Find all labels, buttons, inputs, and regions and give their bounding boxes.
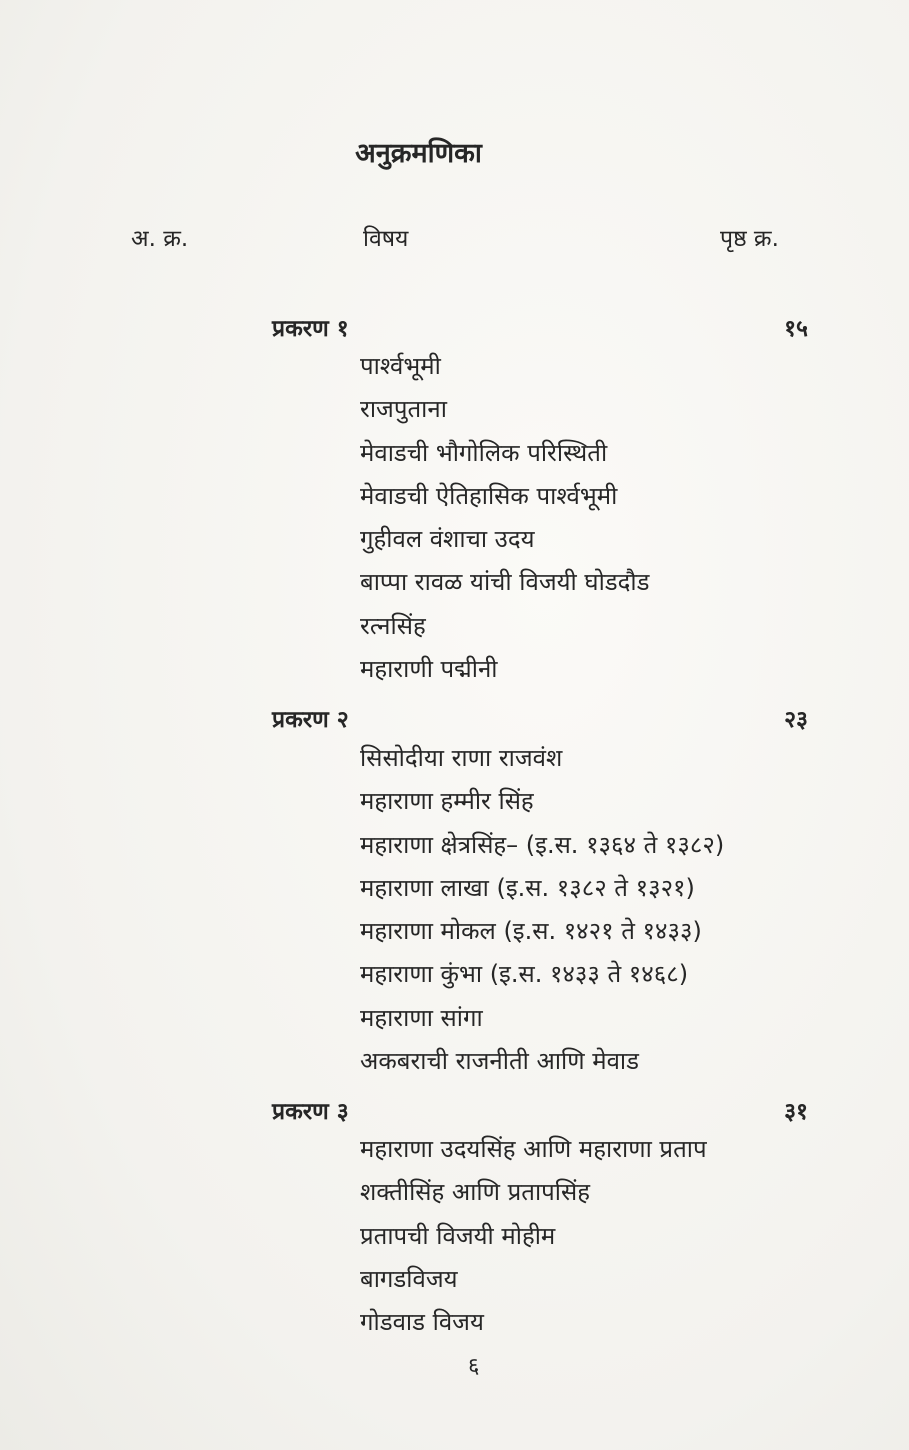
topic-item: महाराणा लाखा (इ.स. १३८२ ते १३२१): [360, 873, 695, 902]
topic-item: गुहीवल वंशाचा उदय: [360, 525, 535, 554]
topic-item: महाराणी पद्मीनी: [360, 655, 498, 684]
topic-item: राजपुताना: [360, 395, 447, 424]
chapter-page-number: ३१: [784, 1099, 808, 1125]
page-folio-number: ६: [468, 1354, 480, 1379]
chapter-label: प्रकरण २: [272, 707, 349, 733]
topic-item: मेवाडची ऐतिहासिक पार्श्वभूमी: [360, 481, 618, 510]
topic-item: महाराणा क्षेत्रसिंह– (इ.स. १३६४ ते १३८२): [360, 830, 725, 859]
topic-item: बागडविजय: [360, 1264, 458, 1293]
topic-item: महाराणा उदयसिंह आणि महाराणा प्रताप: [360, 1135, 707, 1163]
topic-item: मेवाडची भौगोलिक परिस्थिती: [360, 438, 608, 467]
page-title: अनुक्रमणिका: [355, 138, 482, 169]
topic-item: पार्श्वभूमी: [360, 352, 441, 380]
chapter-label: प्रकरण १: [272, 316, 349, 342]
topic-item: बाप्पा रावळ यांची विजयी घोडदौड: [360, 568, 650, 597]
chapter-page-number: १५: [784, 316, 808, 342]
column-header-subject: विषय: [363, 226, 409, 252]
topic-item: महाराणा कुंभा (इ.स. १४३३ ते १४६८): [360, 960, 689, 989]
column-header-page-number: पृष्ठ क्र.: [720, 226, 779, 252]
topic-item: गोडवाड विजय: [360, 1308, 484, 1337]
topic-item: प्रतापची विजयी मोहीम: [360, 1221, 556, 1250]
chapter-topic-list: [360, 1128, 707, 1344]
chapter-topic-list: [360, 737, 724, 1083]
chapter-topic-list: [360, 345, 649, 691]
column-header-serial-number: अ. क्र.: [131, 226, 189, 252]
topic-item: महाराणा सांगा: [360, 1003, 483, 1032]
topic-item: महाराणा मोकल (इ.स. १४२१ ते १४३३): [360, 917, 702, 946]
topic-item: शक्तीसिंह आणि प्रतापसिंह: [360, 1178, 590, 1207]
chapter-page-number: २३: [784, 707, 808, 733]
topic-item: महाराणा हम्मीर सिंह: [360, 787, 534, 816]
chapter-label: प्रकरण ३: [272, 1099, 349, 1125]
topic-item: सिसोदीया राणा राजवंश: [360, 744, 563, 772]
topic-item: अकबराची राजनीती आणि मेवाड: [360, 1047, 639, 1076]
topic-item: रत्नसिंह: [360, 611, 426, 640]
